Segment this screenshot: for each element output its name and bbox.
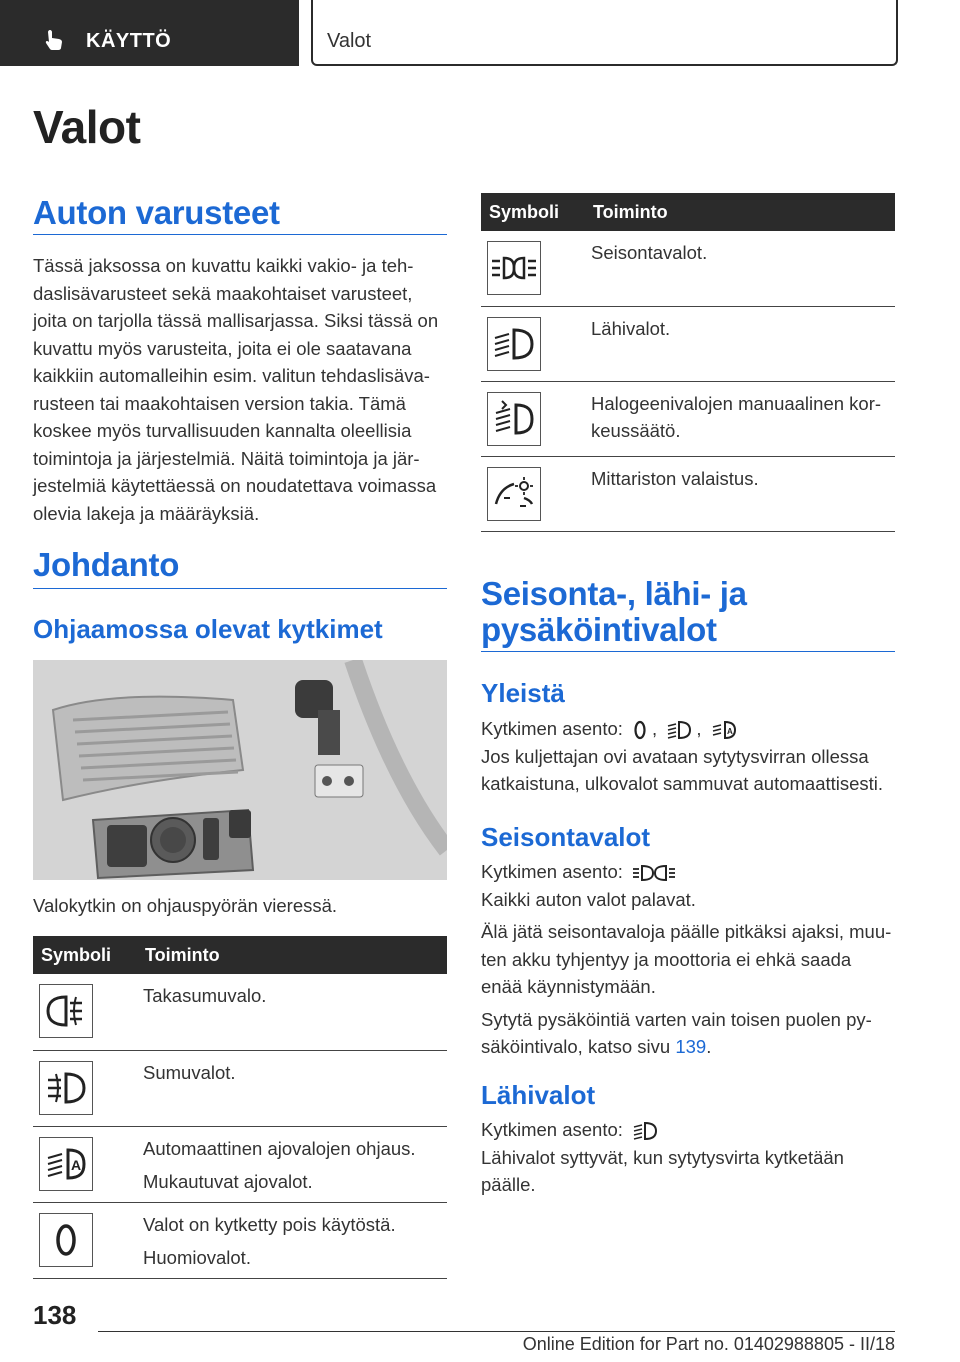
function-text: Mukautuvat ajovalot. [143,1170,313,1192]
table-row [481,456,895,531]
page-title: Valot [33,101,141,153]
function-text: Lähivalot. [591,317,671,339]
parking-paragraph [481,858,895,1061]
text-fragment: . [706,1036,712,1057]
function-text: keussäätö. [591,419,681,441]
function-text: Valot on kytketty pois käytöstä. [143,1213,396,1235]
lights-off-icon [39,1213,93,1267]
pointing-hand-icon [42,28,66,52]
header-bar [0,0,960,66]
heading-rule [33,234,447,235]
photo-caption: Valokytkin on ohjauspyörän vieressä. [33,895,338,916]
heading-equipment: Auton varusteet [33,194,280,231]
column-header-symbol: Symboli [33,936,137,974]
low-beam-icon [666,719,692,741]
page-number: 138 [33,1300,77,1330]
parking-light-icon [487,241,541,295]
function-text: Mittariston valaistus. [591,467,759,489]
text-line: rusteen tai maakohtaisen version takia. Tämä [33,392,406,414]
table-row [33,1202,447,1278]
text-fragment: säköintivalo, katso sivu [481,1036,671,1057]
table-row [33,1126,447,1202]
low-beam-icon [487,317,541,371]
table-row [33,974,447,1050]
symbol-table-right [481,193,895,532]
text-line: jestelmiä käytettäessä on noudatettava voimassa [33,475,437,496]
text-line: Sytytä pysäköintiä varten vain toisen puolen py- [481,1008,872,1030]
switch-position-line [481,1116,895,1144]
text-line: Tässä jaksossa on kuvattu kaikki vakio- ja teh- [33,255,414,276]
text-line: joita on tarjolla tässä mallisarjassa. Siksi tässä on [33,310,439,331]
heading-general: Yleistä [481,678,565,708]
text-line: Lähivalot syttyvät, kun sytytysvirta kytketään [481,1146,844,1168]
section-tab[interactable] [0,0,299,66]
svg-text:A: A [71,1156,82,1173]
function-text: Huomiovalot. [143,1246,251,1268]
page-link-139[interactable]: 139 [675,1036,707,1057]
equipment-paragraph [33,252,453,527]
text-line: olevia lakeja ja määräyksiä. [33,502,260,524]
table-row [481,381,895,456]
text-line: enää käynnistymään. [481,976,656,997]
heading-line: pysäköintivalot [481,611,717,648]
column-header-function: Toiminto [585,193,895,231]
text-line: kaikkiin automalleihin esim. valitun tehdaslisäva- [33,365,430,386]
table-row [481,306,895,381]
function-text: Seisontavalot. [591,242,708,263]
text-line: päälle. [481,1174,536,1195]
heading-lights [481,576,747,648]
auto-headlight-icon [39,1137,93,1191]
chapter-label: Valot [327,30,372,52]
table-row [33,1050,447,1126]
auto-headlight-icon [711,719,739,741]
switch-position-line [481,715,895,743]
text-line: koskee myös turvallisuuden kannalta oleellisia [33,420,412,441]
low-beam-paragraph [481,1116,895,1199]
text-line: Jos kuljettajan ovi avataan sytytysvirran ollessa [481,745,869,767]
function-text: Takasumuvalo. [143,985,267,1006]
text-line: kuvattu myös varusteita, joita ei ole saatavana [33,337,412,359]
heading-rule [481,651,895,652]
chapter-tab[interactable] [311,0,898,66]
fog-light-icon [39,1061,93,1115]
dashboard-illustration [33,660,447,880]
heading-line: Seisonta-, lähi- ja [481,575,747,612]
text-line: toimintoja ja järjestelmiä. Näitä toimintoja ja jär- [33,447,420,469]
heading-rule [33,588,447,589]
switch-label: Kytkimen asento: [481,718,623,739]
separator: , [652,718,658,739]
switch-position-line [481,858,895,886]
rear-fog-light-icon [39,984,93,1038]
symbol-table-left [33,936,447,1279]
text-line [481,1033,895,1061]
low-beam-icon [632,1120,658,1142]
instrument-lighting-icon [487,467,541,521]
heading-switches: Ohjaamossa olevat kytkimet [33,614,383,644]
light-switch-photo [33,660,447,880]
footer-rule [98,1331,895,1332]
heading-low-beam: Lähivalot [481,1080,596,1110]
column-header-function: Toiminto [137,936,447,974]
section-label: KÄYTTÖ [86,30,172,52]
text-line: daslisävarusteet sekä maakohtaiset varusteet, [33,282,413,304]
parking-light-icon [632,862,676,884]
lights-off-icon [632,719,648,741]
heading-intro: Johdanto [33,546,180,583]
switch-label: Kytkimen asento: [481,861,623,882]
function-text: Sumuvalot. [143,1061,236,1083]
function-text: Automaattinen ajovalojen ohjaus. [143,1137,416,1159]
column-header-symbol: Symboli [481,193,585,231]
text-line: Kaikki auton valot palavat. [481,888,696,910]
separator: , [696,718,702,739]
text-line: ten akku tyhjentyy ja moottoria ei ehkä saada [481,948,852,970]
headlight-range-icon [487,392,541,446]
switch-label: Kytkimen asento: [481,1119,623,1140]
function-text: Halogeenivalojen manuaalinen kor- [591,392,882,414]
text-line: Älä jätä seisontavaloja päälle pitkäksi ajaksi, muu- [481,921,892,942]
edition-note: Online Edition for Part no. 01402988805 - II/18 [522,1334,895,1354]
table-row [481,231,895,306]
svg-text:A: A [726,727,733,737]
general-paragraph [481,715,895,798]
text-line: katkaistuna, ulkovalot sammuvat automaattisesti. [481,773,884,794]
heading-parking: Seisontavalot [481,822,651,852]
